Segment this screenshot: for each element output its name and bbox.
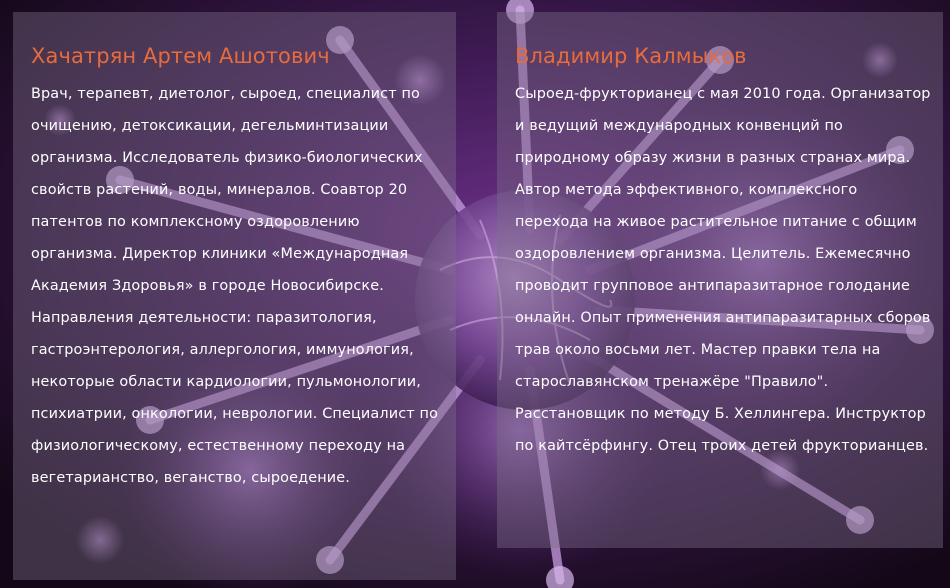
left-person-card: [13, 12, 456, 580]
person-name-heading: Владимир Калмыков: [515, 44, 747, 68]
person-name-heading: Хачатрян Артем Ашотович: [31, 44, 330, 68]
person-bio-text: Сыроед-фрукторианец с мая 2010 года. Организатор и ведущий международных конвенций по природному образу жизни в разных странах мира. Автор метода эффективного, комплексного перехода на живое растительное питание с общим оздоровлением организма. Целитель. Ежемесячно проводит групповое антипаразитарное голодание онлайн. Опыт применения антипаразитарных сборов трав около восьми лет. Мастер правки тела на старославянском тренажёре "Правило". Расстановщик по методу Б. Хеллингера. Инструктор по кайтсёрфингу. Отец троих детей фрукторианцев.: [515, 86, 931, 454]
right-person-card: [497, 12, 943, 548]
person-bio-text: Врач, терапевт, диетолог, сыроед, специалист по очищению, детоксикации, дегельминтизации организма. Исследователь физико-биологических свойств растений, воды, минералов. Соавтор 20 патентов по комплексному оздоровлению организма. Директор клиники «Международная Академия Здоровья» в городе Новосибирске. Направления деятельности: паразитология, гастроэнтерология, аллергология, иммунология, некоторые области кардиологии, пульмонологии, психиатрии, онкологии, неврологии. Специалист по физиологическому, естественному переходу на вегетарианство, веганство, сыроедение.: [31, 86, 439, 486]
